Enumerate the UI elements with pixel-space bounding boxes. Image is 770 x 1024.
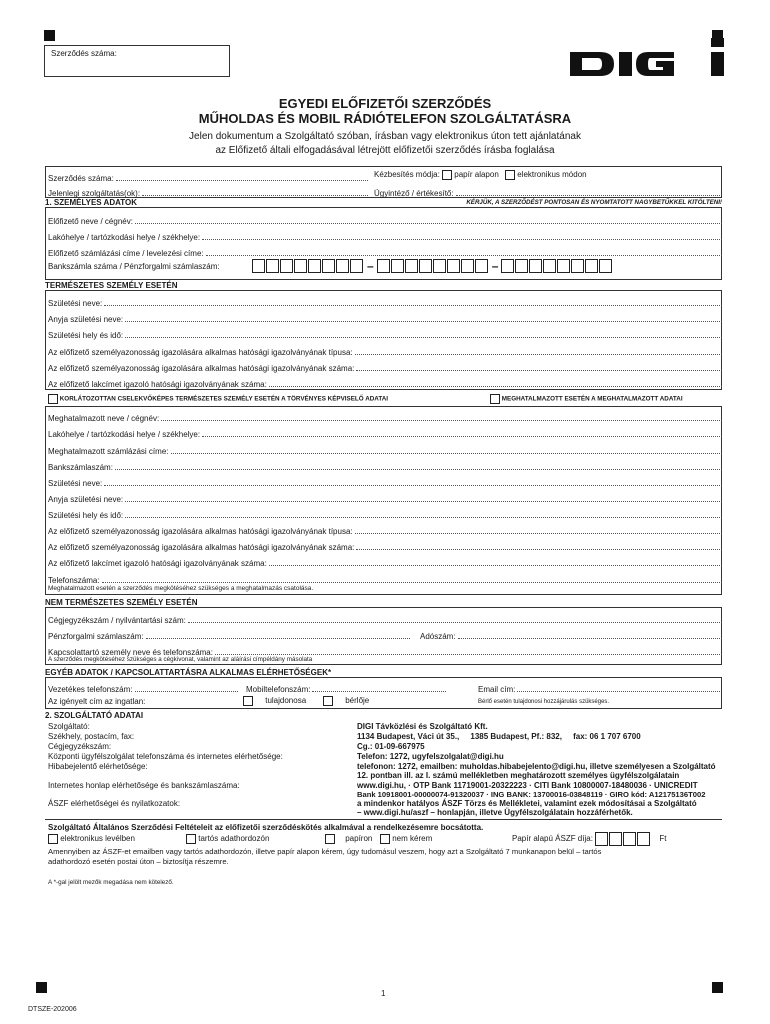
representative-options: KORLÁTOZOTTAN CSELEKVŐKÉPES TERMÉSZETES SZEMÉLY ESETÉN A TÖRVÉNYES KÉPVISELŐ ADATAI	[48, 394, 388, 404]
address-card-row[interactable]: Az előfizető lakcímet igazoló hatósági igazolványának száma:	[48, 374, 722, 389]
email-row[interactable]: Email cím:	[478, 679, 720, 694]
representative-option2: MEGHATALMAZOTT ESETÉN A MEGHATALMAZOTT ADATAI	[490, 394, 683, 404]
digit-box[interactable]	[609, 832, 622, 846]
registration-mark	[36, 982, 47, 993]
digit-box[interactable]	[350, 259, 363, 273]
legal-guardian-checkbox[interactable]	[48, 394, 58, 404]
birth-name-row[interactable]: Születési neve:	[48, 293, 722, 308]
optional-fields-note: A *-gal jelölt mezők megadása nem kötelező.	[48, 879, 174, 886]
aszf-opt-media: tartós adathordozón	[186, 834, 269, 844]
property-tenant: bérlője	[323, 696, 369, 706]
mother-name-row[interactable]: Anyja születési neve:	[48, 309, 722, 324]
contract-number-label: Szerződés száma:	[51, 49, 117, 58]
address-fax-value: 1134 Budapest, Váci út 35., 1385 Budapest, Pf.: 832, fax: 06 1 707 6700	[357, 732, 641, 741]
contract-number-box[interactable]	[44, 45, 230, 77]
digi-logo-icon	[570, 38, 726, 82]
digit-box[interactable]	[637, 832, 650, 846]
digit-box[interactable]	[447, 259, 460, 273]
rep-id-number-row[interactable]: Az előfizető személyazonosság igazolására alkalmas hatósági igazolványának száma:	[48, 537, 722, 552]
fault-report-value-2: 12. pontban ill. az I. számú mellékletben meghatározott személyes ügyfélszolgálatain	[357, 771, 680, 780]
title-sub2: az Előfizető általi elfogadásával létrejött előfizetői szerződés írásba foglalása	[215, 145, 555, 156]
aszf-label: ÁSZF elérhetőségei és nyilatkozatok:	[48, 799, 181, 808]
address-fax-label: Székhely, postacím, fax:	[48, 732, 135, 741]
aszf-fee: Papír alapú ÁSZF díja: Ft	[512, 832, 667, 846]
digit-box[interactable]	[419, 259, 432, 273]
website-bank-value-2: Bank 10918001-00000074-91320037 · ING BANK: 13700016-03848119 · GIRO kód: A12175136T002	[357, 790, 706, 799]
delivery-electronic-checkbox[interactable]	[505, 170, 515, 180]
rep-phone-row[interactable]: Telefonszáma:	[48, 570, 722, 585]
digit-box[interactable]	[557, 259, 570, 273]
tax-number-row[interactable]: Adószám:	[420, 626, 722, 641]
id-type-row[interactable]: Az előfizető személyazonosság igazolására alkalmas hatósági igazolványának típusa:	[48, 342, 722, 357]
aszf-none-checkbox[interactable]	[380, 834, 390, 844]
owner-checkbox[interactable]	[243, 696, 253, 706]
aszf-paragraph-1: Amennyiben az ÁSZF-et emailben vagy tartós adathordozón, illetve papír alapon kérem, úgy tudomásul veszem, hogy azt a Szolgáltató 7 munkanapon belül – tartós	[48, 847, 602, 856]
digit-box[interactable]	[461, 259, 474, 273]
aszf-value: a mindenkor hatályos ÁSZF Törzs és Mellékletei, valamint ezek módosításai a Szolgáltató	[357, 799, 697, 808]
website-bank-label: Internetes honlap elérhetősége és bankszámlaszáma:	[48, 781, 240, 790]
aszf-opt-email: elektronikus levélben	[48, 834, 135, 844]
current-services-row[interactable]: Jelenlegi szolgáltatás(ok):	[48, 183, 368, 198]
tenant-checkbox[interactable]	[323, 696, 333, 706]
subscriber-name-row[interactable]: Előfizető neve / cégnév:	[48, 211, 722, 226]
delivery-paper-checkbox[interactable]	[442, 170, 452, 180]
doc-code: DTSZE-202006	[28, 1006, 77, 1013]
digit-box[interactable]	[280, 259, 293, 273]
mobile-row[interactable]: Mobiltelefonszám:	[246, 679, 446, 694]
landline-row[interactable]: Vezetékes telefonszám:	[48, 679, 238, 694]
digit-box[interactable]	[529, 259, 542, 273]
digit-box[interactable]	[571, 259, 584, 273]
fault-report-label: Hibabejelentő elérhetősége:	[48, 762, 148, 771]
aszf-statement: Szolgáltató Általános Szerződési Feltételeit az előfizetői szerződéskötés alkalmával a rendelkezésemre bocsátotta.	[48, 823, 484, 832]
property-owner: tulajdonosa	[243, 696, 306, 706]
section1-title: 1. SZEMÉLYES ADATOK	[45, 198, 138, 207]
aszf-email-checkbox[interactable]	[48, 834, 58, 844]
bank-account-label: Bankszámla száma / Pénzforgalmi számlaszám:	[48, 262, 220, 271]
legal-person-note: A szerződés megkötéséhez szükséges a cégkivonat, valamint az aláírási címpéldány másolata	[48, 656, 313, 663]
registration-mark	[44, 30, 55, 41]
digit-box[interactable]	[252, 259, 265, 273]
digit-box[interactable]	[515, 259, 528, 273]
aszf-media-checkbox[interactable]	[186, 834, 196, 844]
website-bank-value: www.digi.hu, · OTP Bank 11719001-20322223 · CITI Bank 10800007-18480036 · UNICREDIT	[357, 781, 698, 790]
rep-billing-row[interactable]: Meghatalmazott számlázási címe:	[48, 441, 722, 456]
other-data-title: EGYÉB ADATOK / KAPCSOLATTARTÁSRA ALKALMAS ELÉRHETŐSÉGEK*	[45, 668, 332, 677]
digit-box[interactable]	[294, 259, 307, 273]
section1-note: KÉRJÜK, A SZERZŐDÉST PONTOSAN ÉS NYOMTATOTT NAGYBETŰKKEL KITÖLTENI!	[466, 199, 722, 206]
title-sub1: Jelen dokumentum a Szolgáltató szóban, írásban vagy elektronikus úton tett ajánlatának	[189, 131, 581, 142]
digit-box[interactable]	[377, 259, 390, 273]
digit-box[interactable]	[391, 259, 404, 273]
rep-address-row[interactable]: Lakóhelye / tartózkodási helye / székhelye:	[48, 424, 722, 439]
birth-place-date-row[interactable]: Születési hely és idő:	[48, 325, 722, 340]
company-bank-row[interactable]: Pénzforgalmi számlaszám:	[48, 626, 410, 641]
customer-service-label: Központi ügyfélszolgálat telefonszáma és internetes elérhetősége:	[48, 752, 283, 761]
natural-person-title: TERMÉSZETES SZEMÉLY ESETÉN	[45, 281, 178, 290]
title-line2: MŰHOLDAS ÉS MOBIL RÁDIÓTELEFON SZOLGÁLTATÁSRA	[198, 111, 572, 126]
aszf-paper-checkbox[interactable]	[325, 834, 335, 844]
digit-box[interactable]	[405, 259, 418, 273]
authorized-person-checkbox[interactable]	[490, 394, 500, 404]
company-reg-row[interactable]: Cégjegyzékszám / nyilvántartási szám:	[48, 610, 722, 625]
subscriber-address-row[interactable]: Lakóhelye / tartózkodási helye / székhelye:	[48, 227, 722, 242]
provider-value: DIGI Távközlési és Szolgáltató Kft.	[357, 722, 488, 731]
digit-box[interactable]	[336, 259, 349, 273]
rep-address-card-row[interactable]: Az előfizető lakcímet igazoló hatósági igazolványának száma:	[48, 553, 722, 568]
bank-account-digits[interactable]: – –	[252, 257, 613, 275]
digit-box[interactable]	[585, 259, 598, 273]
digit-box[interactable]	[595, 832, 608, 846]
contract-number-row[interactable]: Szerződés száma:	[48, 168, 368, 183]
rep-mother-name-row[interactable]: Anyja születési neve:	[48, 489, 722, 504]
digit-box[interactable]	[623, 832, 636, 846]
aszf-value-2: – www.digi.hu/aszf – honlapján, illetve Ügyfélszolgálatain hozzáférhetők.	[357, 808, 633, 817]
rep-bank-row[interactable]: Bankszámlaszám:	[48, 457, 722, 472]
contact-person-row[interactable]: Kapcsolattartó személy neve és telefonszáma:	[48, 642, 722, 657]
rep-note: Meghatalmazott esetén a szerződés megkötéséhez szükséges a meghatalmazás csatolása.	[48, 585, 314, 592]
provider-label: Szolgáltató:	[48, 722, 90, 731]
section2-title: 2. SZOLGÁLTATÓ ADATAI	[45, 711, 144, 720]
digit-box[interactable]	[475, 259, 488, 273]
aszf-opt-paper: papíron	[325, 834, 372, 844]
digit-box[interactable]	[266, 259, 279, 273]
fault-report-value: telefonon: 1272, emailben: muholdas.hibabejelento@digi.hu, illetve személyesen a Szolgáltató	[357, 762, 716, 771]
billing-address-row[interactable]: Előfizető számlázási címe / levelezési címe:	[48, 243, 722, 258]
agent-row[interactable]: Ügyintéző / értékesítő:	[374, 183, 720, 198]
company-reg-label: Cégjegyzékszám:	[48, 742, 112, 751]
rep-name-row[interactable]: Meghatalmazott neve / cégnév:	[48, 408, 722, 423]
digit-box[interactable]	[433, 259, 446, 273]
digit-box[interactable]	[543, 259, 556, 273]
divider	[45, 819, 722, 820]
digi-logo	[570, 38, 726, 82]
digit-box[interactable]	[308, 259, 321, 273]
rep-id-type-row[interactable]: Az előfizető személyazonosság igazolására alkalmas hatósági igazolványának típusa:	[48, 521, 722, 536]
title-line1: EGYEDI ELŐFIZETŐI SZERZŐDÉS	[278, 96, 492, 111]
customer-service-value: Telefon: 1272, ugyfelszolgalat@digi.hu	[357, 752, 504, 761]
rep-birth-place-row[interactable]: Születési hely és idő:	[48, 505, 722, 520]
tenant-note: Bérlő esetén tulajdonosi hozzájárulás szükséges.	[478, 699, 610, 705]
delivery-method: Kézbesítés módja: papír alapon elektronikus módon	[374, 170, 587, 180]
aszf-fee-digits[interactable]	[595, 834, 651, 843]
digit-box[interactable]	[501, 259, 514, 273]
digit-box[interactable]	[322, 259, 335, 273]
page-number: 1	[381, 989, 386, 998]
registration-mark	[712, 982, 723, 993]
rep-birth-name-row[interactable]: Születési neve:	[48, 473, 722, 488]
legal-person-title: NEM TERMÉSZETES SZEMÉLY ESETÉN	[45, 598, 198, 607]
property-row: Az igényelt cím az ingatlan:	[48, 697, 146, 706]
digit-box[interactable]	[599, 259, 612, 273]
company-reg-value: Cg.: 01-09-667975	[357, 742, 425, 751]
aszf-paragraph-2: adathordozó esetén postai úton – biztosítja részemre.	[48, 857, 229, 866]
id-number-row[interactable]: Az előfizető személyazonosság igazolására alkalmas hatósági igazolványának száma:	[48, 358, 722, 373]
aszf-opt-none: nem kérem	[380, 834, 432, 844]
